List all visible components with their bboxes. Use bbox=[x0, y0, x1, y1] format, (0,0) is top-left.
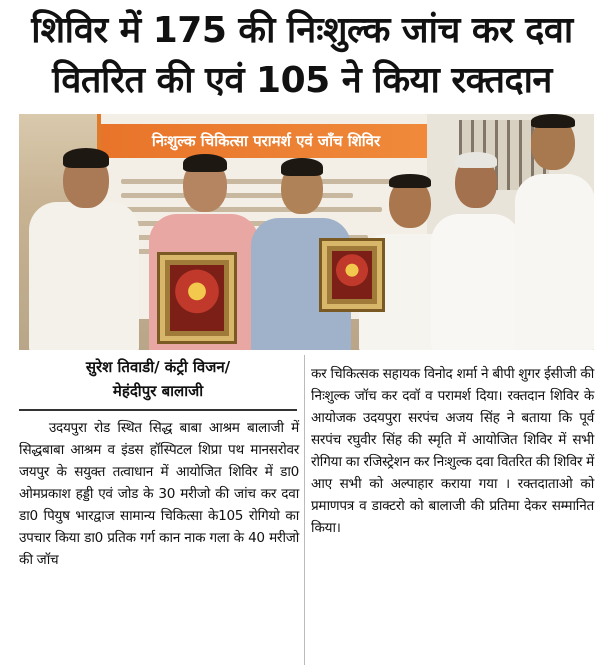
news-photo bbox=[19, 114, 594, 350]
person-5 bbox=[431, 146, 521, 350]
article-left-column bbox=[19, 417, 299, 571]
headline-line-2: वितरित की एवं 105 ने किया रक्तदान bbox=[52, 60, 552, 101]
deity-picture-frame-1 bbox=[157, 252, 237, 344]
right-column-text: कर चिकित्सक सहायक विनोद शर्मा ने बीपी शुगर ईसीजी की निःशुल्क जॉच कर दवॉ व परामर्श दिया। रक्तदान शिविर के आयोजक उदयपुरा सरपंच अजय सिंह ने बताया कि पूर्व सरपंच रघुवीर सिंह की स्मृति में आयोजित शिविर में सभी रोगिया का रजिस्ट्रेशन कर निःशुल्क दवा वितरित की शिविर में आए सभी को अल्पाहार कराया गया । रक्तदाताओ को प्रमाणपत्र व डाक्टरो को बालाजी की प्रतिमा देकर सम्मानित किया। bbox=[311, 366, 594, 536]
headline bbox=[0, 0, 604, 112]
byline-line-1: सुरेश तिवाडी/ कंट्री विजन/ bbox=[85, 358, 231, 376]
banner-heading: निःशुल्क चिकित्सा परामर्श एवं जाँच शिविर bbox=[101, 124, 431, 158]
article-right-column bbox=[311, 363, 594, 539]
column-divider bbox=[304, 355, 305, 665]
byline bbox=[19, 355, 297, 403]
person-1 bbox=[29, 132, 139, 350]
byline-line-2: मेहंदीपुर बालाजी bbox=[112, 382, 204, 400]
left-column-text: उदयपुरा रोड स्थित सिद्ध बाबा आश्रम बालाजी में सिद्धबाबा आश्रम व इंडस हॉस्पिटल शिप्रा पथ मानसरोवर जयपुर के सयुक्त तत्वाधान में आयोजित शिविर में डा0 ओमप्रकाश हड्डी एवं जोड के 30 मरीजो की जांच कर दवा डा0 पियुष भारद्वाज सामान्य चिकित्सा के105 रोगियो का उपचार किया डा0 प्रतिक गर्ग कान नाक गला के 40 मरीजो की जॉच bbox=[19, 420, 299, 568]
person-6 bbox=[515, 114, 594, 350]
deity-picture-frame-2 bbox=[319, 238, 385, 312]
byline-rule bbox=[19, 409, 297, 411]
headline-line-1: शिविर में 175 की निःशुल्क जांच कर दवा bbox=[31, 10, 573, 51]
